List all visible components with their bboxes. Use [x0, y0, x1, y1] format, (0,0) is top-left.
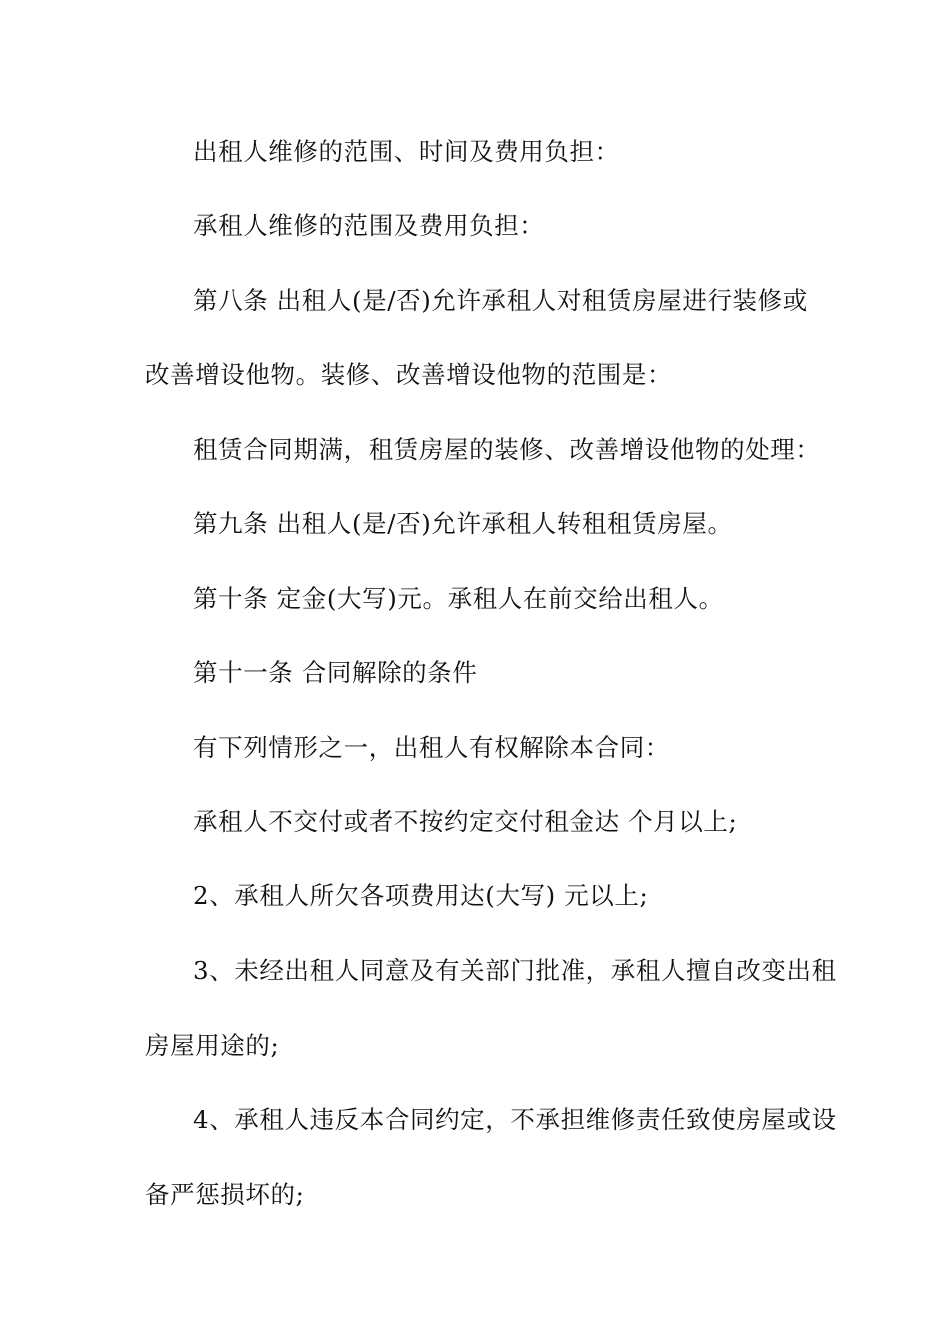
text-line: 有下列情形之一，出租人有权解除本合同：	[193, 733, 670, 762]
text-line: 第十一条 合同解除的条件	[193, 658, 478, 687]
text-line: 备严惩损坏的;	[145, 1180, 305, 1209]
text-line: 租赁合同期满，租赁房屋的装修、改善增设他物的处理：	[193, 435, 821, 464]
text-line: 承租人不交付或者不按约定交付租金达 个月以上;	[193, 807, 738, 836]
text-line: 改善增设他物。装修、改善增设他物的范围是：	[145, 360, 673, 389]
text-line: 第九条 出租人(是/否)允许承租人转租租赁房屋。	[193, 509, 733, 538]
text-line: 第八条 出租人(是/否)允许承租人对租赁房屋进行装修或	[193, 286, 808, 315]
text-line: 房屋用途的;	[145, 1031, 280, 1060]
text-line: 2、承租人所欠各项费用达(大写) 元以上;	[193, 881, 649, 910]
text-line: 3、未经出租人同意及有关部门批准，承租人擅自改变出租	[193, 956, 837, 985]
text-line: 出租人维修的范围、时间及费用负担：	[193, 137, 620, 166]
text-line: 4、承租人违反本合同约定，不承担维修责任致使房屋或设	[193, 1105, 837, 1134]
text-line: 第十条 定金(大写)元。承租人在前交给出租人。	[193, 584, 724, 613]
text-line: 承租人维修的范围及费用负担：	[193, 211, 545, 240]
